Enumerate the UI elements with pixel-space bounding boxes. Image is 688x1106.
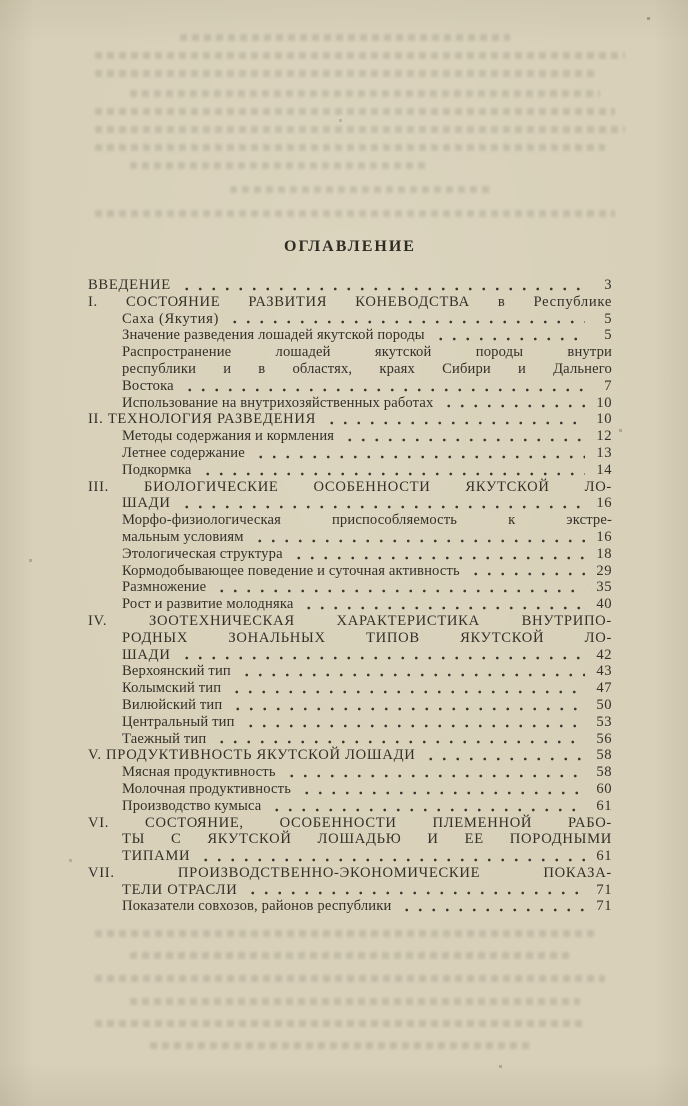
toc-list	[88, 277, 612, 915]
toc-row	[88, 361, 612, 378]
showthrough-line	[95, 108, 615, 115]
toc-row	[88, 731, 612, 748]
toc-row	[88, 680, 612, 697]
toc-entry-text: Использование на внутрихозяйственных работах	[122, 394, 434, 411]
toc-row	[88, 546, 612, 563]
toc-page-number: 42	[596, 646, 612, 663]
dot-leader	[228, 680, 585, 697]
toc-page-number: 40	[596, 596, 612, 613]
showthrough-line	[130, 90, 600, 97]
toc-content	[88, 238, 612, 915]
toc-entry-text: Саха (Якутия)	[122, 310, 220, 327]
toc-row	[88, 294, 612, 311]
dot-leader	[251, 529, 585, 546]
toc-page-number: 71	[596, 898, 612, 915]
toc-page-number: 47	[596, 680, 612, 697]
dot-leader	[199, 462, 586, 479]
showthrough-line	[95, 975, 605, 982]
toc-entry-text: Летнее содержание	[122, 444, 245, 461]
dot-leader	[323, 411, 585, 428]
toc-row	[88, 579, 612, 596]
showthrough-line	[95, 52, 625, 59]
toc-entry-text: Размножение	[122, 579, 207, 596]
toc-entry-text: Распространение лошадей якутской породы внутри	[122, 344, 612, 361]
toc-entry-text: Колымский тип	[122, 680, 222, 697]
dot-leader	[432, 327, 585, 344]
toc-page-number: 50	[596, 696, 612, 713]
showthrough-line	[130, 998, 580, 1005]
showthrough-line	[130, 952, 570, 959]
toc-page-number: 5	[604, 310, 612, 327]
toc-page-number: 13	[596, 444, 612, 461]
toc-row	[88, 898, 612, 915]
toc-entry-text: Рост и развитие молодняка	[122, 596, 294, 613]
toc-entry-text: Этологическая структура	[122, 545, 283, 562]
toc-row	[88, 495, 612, 512]
showthrough-line	[95, 1020, 585, 1027]
dot-leader	[440, 395, 585, 412]
toc-entry-text: Верхоянский тип	[122, 663, 231, 680]
toc-entry-text: III. БИОЛОГИЧЕСКИЕ ОСОБЕННОСТИ ЯКУТСКОЙ ЛО-	[88, 478, 612, 495]
showthrough-line	[180, 34, 510, 41]
toc-entry-text: ТИПАМИ	[122, 848, 191, 865]
dot-leader	[181, 378, 585, 395]
dot-leader	[300, 596, 585, 613]
toc-entry-text: республики и в областях, краях Сибири и Дальнего	[122, 360, 612, 377]
showthrough-line	[95, 144, 605, 151]
toc-entry-text: ШАДИ	[122, 495, 171, 512]
toc-entry-text: IV. ЗООТЕХНИЧЕСКАЯ ХАРАКТЕРИСТИКА ВНУТРИПО-	[88, 612, 612, 629]
toc-page-number: 58	[596, 747, 612, 764]
toc-entry-text: Показатели совхозов, районов республики	[122, 898, 392, 915]
toc-entry-text: Вилюйский тип	[122, 696, 223, 713]
toc-row	[88, 596, 612, 613]
toc-entry-text: Центральный тип	[122, 713, 235, 730]
toc-entry-text: мальным условиям	[122, 528, 244, 545]
toc-page-number: 7	[604, 377, 612, 394]
toc-row	[88, 647, 612, 664]
dot-leader	[341, 428, 585, 445]
toc-title: ОГЛАВЛЕНИЕ	[284, 238, 416, 255]
toc-entry-text: ШАДИ	[122, 646, 171, 663]
dot-leader	[229, 697, 585, 714]
dot-leader	[422, 747, 585, 764]
toc-entry-text: Мясная продуктивность	[122, 764, 276, 781]
toc-page-number: 18	[596, 545, 612, 562]
toc-page-number: 14	[596, 461, 612, 478]
toc-entry-text: II. ТЕХНОЛОГИЯ РАЗВЕДЕНИЯ	[88, 411, 317, 428]
toc-entry-text: Производство кумыса	[122, 797, 262, 814]
toc-row	[88, 697, 612, 714]
dot-leader	[178, 647, 585, 664]
dot-leader	[398, 898, 585, 915]
showthrough-line	[95, 126, 625, 133]
toc-entry-text: Подкормка	[122, 461, 192, 478]
toc-row	[88, 848, 612, 865]
toc-row	[88, 831, 612, 848]
toc-entry-text: РОДНЫХ ЗОНАЛЬНЫХ ТИПОВ ЯКУТСКОЙ ЛО-	[122, 629, 612, 646]
toc-entry-text: I. СОСТОЯНИЕ РАЗВИТИЯ КОНЕВОДСТВА в Республике	[88, 293, 612, 310]
toc-row	[88, 613, 612, 630]
toc-page-number: 61	[596, 848, 612, 865]
showthrough-line	[150, 1042, 530, 1049]
showthrough-line	[95, 210, 615, 217]
dot-leader	[178, 495, 585, 512]
toc-entry-text: Морфо-физиологическая приспособляемость к экстре-	[122, 512, 612, 529]
toc-entry-text: VII. ПРОИЗВОДСТВЕННО-ЭКОНОМИЧЕСКИЕ ПОКАЗА-	[88, 864, 612, 881]
toc-entry-text: V. ПРОДУКТИВНОСТЬ ЯКУТСКОЙ ЛОШАДИ	[88, 747, 416, 764]
toc-page-number: 71	[596, 881, 612, 898]
toc-row	[88, 411, 612, 428]
toc-page-number: 43	[596, 663, 612, 680]
toc-row	[88, 663, 612, 680]
showthrough-line	[95, 70, 595, 77]
toc-entry-text: VI. СОСТОЯНИЕ, ОСОБЕННОСТИ ПЛЕМЕННОЙ РАБО-	[88, 814, 612, 831]
toc-row	[88, 512, 612, 529]
toc-page-number: 3	[604, 277, 612, 293]
toc-page-number: 53	[596, 713, 612, 730]
toc-row	[88, 747, 612, 764]
toc-row	[88, 344, 612, 361]
showthrough-line	[95, 930, 595, 937]
toc-page-number: 29	[596, 562, 612, 579]
toc-page-number: 5	[604, 327, 612, 344]
dot-leader	[178, 277, 585, 294]
dot-leader	[467, 563, 585, 580]
toc-page-number: 16	[596, 495, 612, 512]
dot-leader	[283, 764, 585, 781]
toc-entry-text: Молочная продуктивность	[122, 780, 292, 797]
toc-row	[88, 277, 612, 294]
toc-entry-text: Методы содержания и кормления	[122, 428, 335, 445]
toc-row	[88, 798, 612, 815]
toc-row	[88, 563, 612, 580]
toc-page-number: 12	[596, 428, 612, 445]
toc-entry-text: Таежный тип	[122, 730, 207, 747]
toc-row	[88, 815, 612, 832]
toc-page-number: 10	[596, 411, 612, 428]
toc-page-number: 10	[596, 394, 612, 411]
toc-row	[88, 311, 612, 328]
toc-row	[88, 395, 612, 412]
dot-leader	[242, 714, 585, 731]
toc-page-number: 58	[596, 764, 612, 781]
dot-leader	[213, 731, 585, 748]
toc-page-number: 16	[596, 528, 612, 545]
toc-entry-text: Кормодобывающее поведение и суточная активность	[122, 562, 460, 579]
toc-row	[88, 882, 612, 899]
toc-row	[88, 630, 612, 647]
toc-row	[88, 714, 612, 731]
toc-entry-text: Значение разведения лошадей якутской породы	[122, 327, 425, 344]
dot-leader	[213, 579, 585, 596]
toc-row	[88, 781, 612, 798]
toc-row	[88, 462, 612, 479]
toc-entry-text: ТЫ С ЯКУТСКОЙ ЛОШАДЬЮ И ЕЕ ПОРОДНЫМИ	[122, 831, 612, 848]
toc-row	[88, 428, 612, 445]
dot-leader	[290, 546, 585, 563]
dot-leader	[238, 663, 585, 680]
dot-leader	[244, 882, 585, 899]
dot-leader	[268, 798, 585, 815]
toc-page-number: 61	[596, 797, 612, 814]
toc-row	[88, 378, 612, 395]
showthrough-line	[230, 186, 490, 193]
toc-entry-text: Востока	[122, 377, 174, 394]
toc-entry-text: ТЕЛИ ОТРАСЛИ	[122, 881, 238, 898]
toc-row	[88, 865, 612, 882]
paper-specks	[0, 0, 1, 1]
toc-entry-text: ВВЕДЕНИЕ	[88, 277, 171, 293]
toc-row	[88, 327, 612, 344]
toc-row	[88, 529, 612, 546]
toc-page-number: 60	[596, 780, 612, 797]
toc-page-number: 35	[596, 579, 612, 596]
toc-page-number: 56	[596, 730, 612, 747]
toc-row	[88, 764, 612, 781]
toc-row	[88, 445, 612, 462]
dot-leader	[197, 848, 585, 865]
dot-leader	[252, 445, 585, 462]
showthrough-line	[130, 162, 430, 169]
dot-leader	[298, 781, 585, 798]
dot-leader	[226, 311, 585, 328]
toc-row	[88, 479, 612, 496]
